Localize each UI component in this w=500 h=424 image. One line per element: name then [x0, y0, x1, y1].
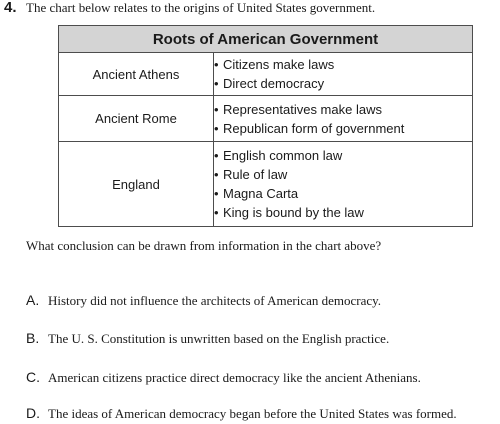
row-facts: [214, 96, 473, 142]
fact-item: • English common law: [214, 148, 343, 163]
bullet-icon: •: [214, 148, 219, 163]
choice-text: History did not influence the architects of American democracy.: [48, 293, 382, 308]
choice-letter: C.: [26, 369, 40, 385]
choice-text: The ideas of American democracy began before the United States was formed.: [48, 406, 457, 421]
row-facts: [214, 142, 473, 227]
choice-text: American citizens practice direct democracy like the ancient Athenians.: [48, 370, 421, 385]
bullet-icon: •: [214, 205, 219, 220]
choice-letter: D.: [26, 405, 40, 421]
question-number: 4.: [4, 0, 17, 16]
fact-item: • Magna Carta: [214, 186, 299, 201]
roots-table: [58, 25, 473, 227]
bullet-icon: •: [214, 76, 219, 91]
bullet-icon: •: [214, 57, 219, 72]
answer-choice-d[interactable]: [26, 404, 457, 424]
choice-letter: A.: [26, 292, 40, 308]
fact-item: • Republican form of government: [214, 120, 405, 136]
bullet-icon: •: [214, 120, 219, 136]
table-row: [59, 53, 473, 96]
choice-letter: B.: [26, 330, 40, 346]
table-row: [59, 142, 473, 227]
answer-choice-c[interactable]: [26, 368, 421, 388]
bullet-icon: •: [214, 101, 219, 117]
answer-choice-b[interactable]: [26, 329, 389, 349]
bullet-icon: •: [214, 186, 219, 201]
row-facts: [214, 53, 473, 96]
table-title: Roots of American Government: [59, 26, 473, 53]
row-place: Ancient Athens: [59, 53, 214, 96]
question-prompt: What conclusion can be drawn from information in the chart above?: [26, 238, 382, 253]
fact-item: • Citizens make laws: [214, 57, 335, 72]
question-stem: The chart below relates to the origins of United States government.: [26, 0, 376, 15]
fact-item: • Rule of law: [214, 167, 288, 182]
row-place: Ancient Rome: [59, 96, 214, 142]
bullet-icon: •: [214, 167, 219, 182]
row-place: England: [59, 142, 214, 227]
answer-choice-a[interactable]: [26, 291, 381, 311]
choice-text: The U. S. Constitution is unwritten based on the English practice.: [48, 331, 390, 346]
fact-item: • Direct democracy: [214, 76, 325, 91]
fact-item: • Representatives make laws: [214, 101, 382, 117]
fact-item: • King is bound by the law: [214, 205, 364, 220]
table-row: [59, 96, 473, 142]
